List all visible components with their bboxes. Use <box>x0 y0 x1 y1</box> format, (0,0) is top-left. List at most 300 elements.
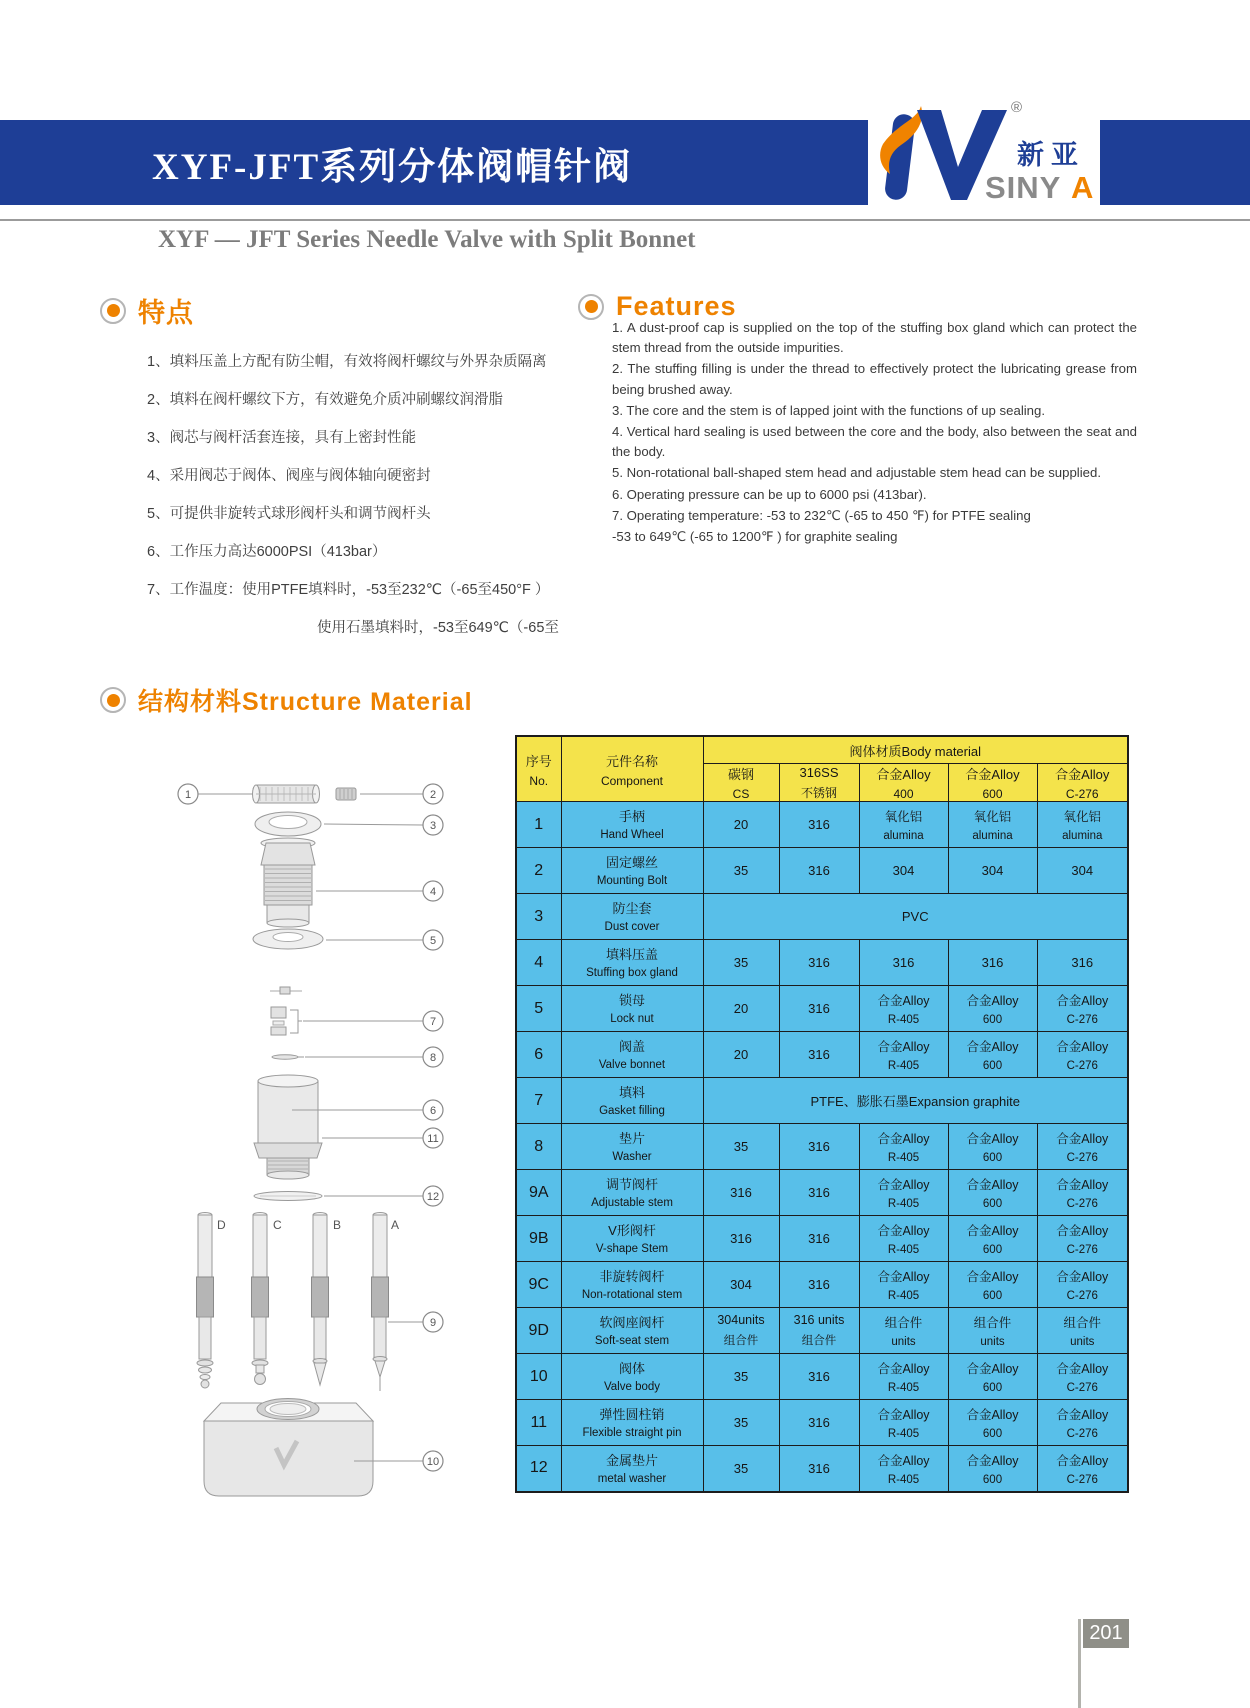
material-cell <box>1037 986 1128 1032</box>
component-cell <box>561 1216 703 1262</box>
component-cell <box>561 1262 703 1308</box>
material-value-line: 20 <box>733 817 749 832</box>
material-value-line: 316 <box>808 1047 830 1062</box>
component-name-cn: 锁母 <box>618 993 645 1009</box>
callout-3 <box>324 815 443 835</box>
component-cell <box>561 1078 703 1124</box>
material-column-cn: 合金Alloy <box>965 767 1020 782</box>
material-value-line: 合金Alloy <box>1056 1270 1109 1284</box>
material-column-cn: 合金Alloy <box>876 767 931 782</box>
callout-label: 12 <box>426 1191 440 1203</box>
material-cell <box>859 1124 948 1170</box>
material-cell <box>859 1170 948 1216</box>
material-value-line: 316 <box>1071 955 1094 970</box>
component-name-cn: 垫片 <box>618 1131 645 1147</box>
page-number: 201 <box>1083 1619 1129 1648</box>
stuffing-box-gland-part <box>261 838 315 927</box>
material-value-line: alumina <box>883 830 924 842</box>
material-cell <box>703 802 779 848</box>
material-value-line: 316 units <box>793 1313 845 1327</box>
component-name-en: Flexible straight pin <box>582 1427 682 1440</box>
material-cell <box>859 1032 948 1078</box>
material-value-line: 组合件 <box>723 1335 759 1347</box>
material-span-cell: PVC <box>703 894 1128 940</box>
brand-name-accent: A <box>1071 170 1094 205</box>
material-value-line: C-276 <box>1066 1152 1098 1164</box>
material-cell <box>1037 1400 1128 1446</box>
header-title-bar <box>0 120 868 205</box>
material-value-line: 316 <box>730 1185 752 1200</box>
material-value-line: 35 <box>733 1415 749 1430</box>
material-value-line: 组合件 <box>1063 1316 1102 1330</box>
material-column-cn: 合金Alloy <box>1055 767 1110 782</box>
header-bar-right-segment <box>1100 120 1250 205</box>
component-name-cn: 防尘套 <box>612 901 652 917</box>
stem-a-part <box>372 1213 389 1392</box>
component-name-en: Gasket filling <box>599 1105 665 1118</box>
material-value-line: 组合件 <box>801 1335 837 1347</box>
material-value-line: 合金Alloy <box>1056 994 1109 1008</box>
row-number-cell: 9C <box>516 1262 561 1308</box>
page-subtitle: XYF — JFT Series Needle Valve with Split Bonnet <box>158 226 696 253</box>
col-header-no-en: No. <box>529 773 549 788</box>
component-name-en: metal washer <box>597 1473 667 1486</box>
material-value-line: 600 <box>982 1382 1003 1394</box>
material-value-line: C-276 <box>1066 1382 1098 1394</box>
material-value-line: 合金Alloy <box>966 1224 1019 1238</box>
component-name-cn: 阀体 <box>618 1361 645 1377</box>
material-cell <box>703 848 779 894</box>
callout-8 <box>305 1047 443 1067</box>
material-cell <box>859 848 948 894</box>
material-value-line: 304 <box>892 863 915 878</box>
component-name-cn: 阀盖 <box>618 1039 645 1055</box>
material-cell <box>859 1446 948 1492</box>
material-value-line: 600 <box>982 1290 1003 1302</box>
material-cell <box>1037 1262 1128 1308</box>
row-number-cell: 8 <box>516 1124 561 1170</box>
stem-letter-b: B <box>333 1218 342 1232</box>
table-row <box>516 986 1128 1032</box>
material-value-line: 600 <box>982 1198 1003 1210</box>
material-cell <box>948 1216 1037 1262</box>
material-cell <box>948 986 1037 1032</box>
stem-letter-c: C <box>273 1218 282 1232</box>
component-cell <box>561 848 703 894</box>
material-value-line: 合金Alloy <box>1056 1224 1109 1238</box>
brand-name-en: SINY <box>985 170 1062 205</box>
material-value-line: 合金Alloy <box>1056 1132 1109 1146</box>
valve-bonnet-part <box>254 1075 322 1179</box>
material-cell <box>1037 940 1128 986</box>
component-name-en: Hand Wheel <box>600 829 664 842</box>
material-value-line: 合金Alloy <box>1056 1178 1109 1192</box>
col-header-body-material: 阀体材质Body material <box>703 736 1128 764</box>
component-name-en: V-shape Stem <box>595 1243 669 1256</box>
material-value-line: 合金Alloy <box>877 1362 930 1376</box>
component-cell <box>561 1308 703 1354</box>
material-value-line: R-405 <box>887 1198 920 1210</box>
material-cell <box>1037 1354 1128 1400</box>
callout-label: 9 <box>429 1317 437 1329</box>
material-cell <box>1037 1170 1128 1216</box>
material-cell <box>859 802 948 848</box>
material-cell <box>948 1354 1037 1400</box>
material-cell <box>703 940 779 986</box>
feature-item-cn: 3、阀芯与阀杆活套连接，具有上密封性能 <box>147 430 417 446</box>
material-cell <box>703 1308 779 1354</box>
material-column-en: 600 <box>982 787 1003 801</box>
material-value-line: 合金Alloy <box>966 1362 1019 1376</box>
material-value-line: 氧化铝 <box>884 810 923 824</box>
material-cell <box>948 940 1037 986</box>
material-value-line: alumina <box>1062 830 1103 842</box>
feature-item-cn: 5、可提供非旋转式球形阀杆头和调节阀杆头 <box>147 506 431 522</box>
callout-7 <box>303 1011 443 1031</box>
material-cell <box>703 1032 779 1078</box>
callout-4 <box>316 881 443 901</box>
material-value-line: 合金Alloy <box>1056 1408 1109 1422</box>
material-cell <box>703 1400 779 1446</box>
dust-cover-part <box>255 812 321 836</box>
component-name-cn: 手柄 <box>618 809 645 825</box>
material-value-line: C-276 <box>1066 1198 1098 1210</box>
row-number-cell: 12 <box>516 1446 561 1492</box>
material-value-line: 600 <box>982 1014 1003 1026</box>
material-value-line: 组合件 <box>973 1316 1012 1330</box>
material-value-line: units <box>1070 1336 1095 1348</box>
material-cell <box>859 1216 948 1262</box>
material-value-line: C-276 <box>1066 1244 1098 1256</box>
material-cell <box>703 1216 779 1262</box>
company-logo <box>855 90 1105 210</box>
row-number-cell: 9A <box>516 1170 561 1216</box>
callout-label: 4 <box>429 886 437 898</box>
gland-washer-part <box>253 929 323 949</box>
component-name-en: Soft-seat stem <box>594 1335 670 1348</box>
material-cell <box>779 1446 859 1492</box>
material-value-line: 600 <box>982 1244 1003 1256</box>
table-row <box>516 1262 1128 1308</box>
material-column-en: CS <box>732 787 750 801</box>
registered-mark: ® <box>1011 99 1023 116</box>
row-number-cell: 9B <box>516 1216 561 1262</box>
material-cell <box>1037 802 1128 848</box>
feature-item-cn: 6、工作压力高达6000PSI（413bar） <box>147 544 387 560</box>
component-name-en: Dust cover <box>604 921 660 934</box>
material-cell <box>859 940 948 986</box>
material-value-line: R-405 <box>887 1152 920 1164</box>
material-cell <box>779 1262 859 1308</box>
component-name-cn: 调节阀杆 <box>605 1177 658 1193</box>
material-value-line: 316 <box>808 1277 830 1292</box>
material-value-line: 304units <box>717 1313 765 1327</box>
material-value-line: R-405 <box>887 1382 920 1394</box>
structure-material-table <box>515 735 1129 1493</box>
material-column-en: C-276 <box>1065 787 1099 801</box>
component-cell <box>561 894 703 940</box>
material-cell <box>779 1124 859 1170</box>
material-value-line: 35 <box>733 863 749 878</box>
col-header-component <box>561 736 703 802</box>
material-value-line: 20 <box>733 1047 749 1062</box>
material-cell <box>703 1446 779 1492</box>
component-name-en: Lock nut <box>610 1013 654 1026</box>
feature-item-en: 4. Vertical hard sealing is used between the core and the body, also between the seat and the body. <box>612 423 1137 460</box>
material-cell <box>1037 1308 1128 1354</box>
feature-item-en: 1. A dust-proof cap is supplied on the top of the stuffing box gland which can protect the stem thread from the outside impurities. <box>612 320 1137 356</box>
material-value-line: 316 <box>730 1231 752 1246</box>
material-value-line: 35 <box>733 1139 749 1154</box>
material-cell <box>779 986 859 1032</box>
row-number-cell: 3 <box>516 894 561 940</box>
component-name-en: Non-rotational stem <box>581 1289 683 1302</box>
component-name-cn: 金属垫片 <box>605 1453 658 1469</box>
material-value-line: 316 <box>808 1139 830 1154</box>
material-value-line: 600 <box>982 1152 1003 1164</box>
callout-label: 5 <box>429 935 437 947</box>
material-value-line: 316 <box>981 955 1004 970</box>
brand-name-cn: 新亚 <box>1017 140 1085 170</box>
table-row <box>516 1124 1128 1170</box>
component-name-en: Mounting Bolt <box>596 875 668 888</box>
callout-11 <box>322 1128 443 1148</box>
material-value-line: 合金Alloy <box>966 1270 1019 1284</box>
feature-item-en: 7. Operating temperature: -53 to 232℃ (-65 to 450 ℉) for PTFE sealing <box>612 507 1031 523</box>
valve-body-part <box>204 1399 373 1497</box>
table-row <box>516 940 1128 986</box>
col-header-component-en: Component <box>600 773 664 788</box>
material-cell <box>859 1400 948 1446</box>
feature-item-en: 5. Non-rotational ball-shaped stem head and adjustable stem head can be supplied. <box>612 465 1101 481</box>
structure-material-title: 结构材料Structure Material <box>138 688 473 716</box>
component-cell <box>561 1446 703 1492</box>
material-value-line: units <box>980 1336 1005 1348</box>
callout-label: 2 <box>429 789 437 801</box>
component-name-cn: 弹性圆柱销 <box>599 1407 665 1423</box>
component-cell <box>561 802 703 848</box>
callout-label: 10 <box>426 1456 440 1468</box>
table-row <box>516 1032 1128 1078</box>
features-cn-title: 特点 <box>138 298 194 328</box>
material-value-line: units <box>891 1336 916 1348</box>
component-name-en: Washer <box>612 1151 652 1164</box>
material-cell <box>1037 1124 1128 1170</box>
material-cell <box>779 1400 859 1446</box>
callout-1 <box>178 784 253 804</box>
structure-material-heading <box>100 682 473 718</box>
feature-item-cn-continuation: 使用石墨填料时，-53至649℃（-65至 <box>317 620 559 636</box>
material-value-line: 316 <box>892 955 915 970</box>
material-value-line: 合金Alloy <box>966 994 1019 1008</box>
component-name-en: Valve body <box>603 1381 661 1394</box>
feature-item-en: 3. The core and the stem is of lapped joint with the functions of up sealing. <box>612 402 1046 418</box>
row-number-cell: 6 <box>516 1032 561 1078</box>
table-row <box>516 1308 1128 1354</box>
material-cell <box>703 986 779 1032</box>
feature-item-cn: 7、工作温度：使用PTFE填料时，-53至232℃（-65至450°F ） <box>147 582 550 598</box>
material-value-line: R-405 <box>887 1290 920 1302</box>
component-name-cn: 非旋转阀杆 <box>599 1269 665 1285</box>
mounting-bolt-part <box>336 788 356 800</box>
material-value-line: C-276 <box>1066 1473 1098 1486</box>
material-column-header <box>703 764 779 802</box>
material-cell <box>779 1308 859 1354</box>
material-value-line: C-276 <box>1066 1428 1098 1440</box>
material-value-line: 合金Alloy <box>966 1453 1019 1468</box>
material-value-line: 合金Alloy <box>877 1132 930 1146</box>
stem-c-part <box>252 1213 269 1385</box>
material-cell <box>948 1446 1037 1492</box>
material-value-line: R-405 <box>887 1428 920 1440</box>
material-cell <box>779 1216 859 1262</box>
material-cell <box>948 802 1037 848</box>
footer-line <box>1078 1619 1081 1708</box>
valve-exploded-diagram <box>120 715 510 1505</box>
component-name-en: Stuffing box gland <box>586 967 678 980</box>
small-pin-part <box>270 987 302 994</box>
header-divider <box>0 219 1250 221</box>
material-value-line: 304 <box>730 1277 752 1292</box>
row-number-cell: 7 <box>516 1078 561 1124</box>
callout-label: 6 <box>429 1105 437 1117</box>
col-header-no <box>516 736 561 802</box>
col-header-no-cn: 序号 <box>525 753 552 769</box>
material-value-line: 合金Alloy <box>877 1178 930 1192</box>
material-value-line: 316 <box>808 1415 830 1430</box>
material-value-line: R-405 <box>887 1473 920 1486</box>
material-value-line: 316 <box>808 863 830 878</box>
material-value-line: 316 <box>808 817 830 832</box>
material-value-line: 氧化铝 <box>973 810 1012 824</box>
material-value-line: 合金Alloy <box>877 1408 930 1422</box>
features-cn-list <box>147 352 627 656</box>
feature-item-cn: 4、采用阀芯于阀体、阀座与阀体轴向硬密封 <box>147 468 431 484</box>
section-bullet-icon <box>100 687 126 713</box>
material-value-line: R-405 <box>887 1060 920 1072</box>
material-value-line: 20 <box>733 1001 749 1016</box>
pin-part <box>272 1055 304 1059</box>
material-column-cn: 碳钢 <box>727 767 754 782</box>
row-number-cell: 1 <box>516 802 561 848</box>
callout-label: 1 <box>184 789 192 801</box>
section-bullet-icon <box>578 294 604 320</box>
material-column-cn: 316SS <box>799 764 839 780</box>
component-cell <box>561 1354 703 1400</box>
component-cell <box>561 1124 703 1170</box>
material-cell <box>948 1308 1037 1354</box>
material-column-header <box>859 764 948 802</box>
row-number-cell: 9D <box>516 1308 561 1354</box>
hand-wheel-part <box>253 785 320 803</box>
component-cell <box>561 986 703 1032</box>
material-value-line: 合金Alloy <box>966 1408 1019 1422</box>
row-number-cell: 5 <box>516 986 561 1032</box>
feature-item-cn: 1、填料压盖上方配有防尘帽，有效将阀杆螺纹与外界杂质隔离 <box>147 354 547 370</box>
material-cell <box>779 1032 859 1078</box>
stem-letter-d: D <box>217 1218 226 1232</box>
material-cell <box>779 1354 859 1400</box>
component-name-en: Valve bonnet <box>598 1059 666 1072</box>
material-value-line: 35 <box>733 955 749 970</box>
row-number-cell: 11 <box>516 1400 561 1446</box>
stem-b-part <box>312 1213 329 1386</box>
material-cell <box>703 1354 779 1400</box>
material-cell <box>703 1124 779 1170</box>
material-value-line: 316 <box>808 1369 830 1384</box>
material-column-en: 400 <box>893 787 914 801</box>
material-value-line: 氧化铝 <box>1063 810 1102 824</box>
material-cell <box>859 1262 948 1308</box>
table-row <box>516 1170 1128 1216</box>
table-row <box>516 1446 1128 1492</box>
material-value-line: R-405 <box>887 1244 920 1256</box>
material-value-line: 316 <box>808 1185 830 1200</box>
material-value-line: 合金Alloy <box>966 1040 1019 1054</box>
material-value-line: 合金Alloy <box>1056 1362 1109 1376</box>
component-name-cn: 填料压盖 <box>605 947 658 963</box>
material-value-line: 316 <box>808 1460 830 1476</box>
material-value-line: 35 <box>733 1369 749 1384</box>
material-cell <box>948 1262 1037 1308</box>
callout-label: 3 <box>429 820 437 832</box>
table-header-row <box>516 736 1128 764</box>
callout-label: 11 <box>427 1133 439 1145</box>
material-cell <box>948 1032 1037 1078</box>
component-name-cn: 填料 <box>618 1085 645 1101</box>
table-row <box>516 1354 1128 1400</box>
feature-item-en: 6. Operating pressure can be up to 6000 psi (413bar). <box>612 486 927 502</box>
material-cell <box>1037 1032 1128 1078</box>
material-value-line: C-276 <box>1066 1290 1098 1302</box>
material-cell <box>1037 848 1128 894</box>
material-value-line: 合金Alloy <box>966 1178 1019 1192</box>
col-header-component-cn: 元件名称 <box>605 753 658 769</box>
material-cell <box>859 1354 948 1400</box>
material-value-line: 316 <box>808 1231 830 1246</box>
material-span-cell: PTFE、膨胀石墨Expansion graphite <box>703 1078 1128 1124</box>
table-row <box>516 1078 1128 1124</box>
component-name-cn: V形阀杆 <box>608 1223 656 1239</box>
material-value-line: 合金Alloy <box>877 1453 930 1468</box>
material-value-line: C-276 <box>1066 1014 1098 1026</box>
stem-letter-a: A <box>391 1218 400 1232</box>
material-value-line: 合金Alloy <box>877 1040 930 1054</box>
table-row <box>516 1216 1128 1262</box>
callout-label: 7 <box>429 1016 437 1028</box>
features-en-title: Features <box>616 291 737 321</box>
material-column-header <box>779 764 859 802</box>
material-value-line: 合金Alloy <box>966 1132 1019 1146</box>
callout-label: 8 <box>429 1052 437 1064</box>
page-title: XYF-JFT系列分体阀帽针阀 <box>152 146 633 188</box>
material-value-line: 304 <box>981 863 1004 878</box>
table-row <box>516 848 1128 894</box>
table-row <box>516 1400 1128 1446</box>
material-value-line: 600 <box>982 1060 1003 1072</box>
material-cell <box>1037 1216 1128 1262</box>
material-value-line: 600 <box>982 1473 1003 1486</box>
material-cell <box>779 848 859 894</box>
material-value-line: 600 <box>982 1428 1003 1440</box>
table-row <box>516 802 1128 848</box>
callout-5 <box>326 930 443 950</box>
row-number-cell: 4 <box>516 940 561 986</box>
material-cell <box>703 1262 779 1308</box>
material-value-line: 合金Alloy <box>1056 1453 1109 1468</box>
table-row <box>516 894 1128 940</box>
features-en-list <box>612 318 1137 548</box>
